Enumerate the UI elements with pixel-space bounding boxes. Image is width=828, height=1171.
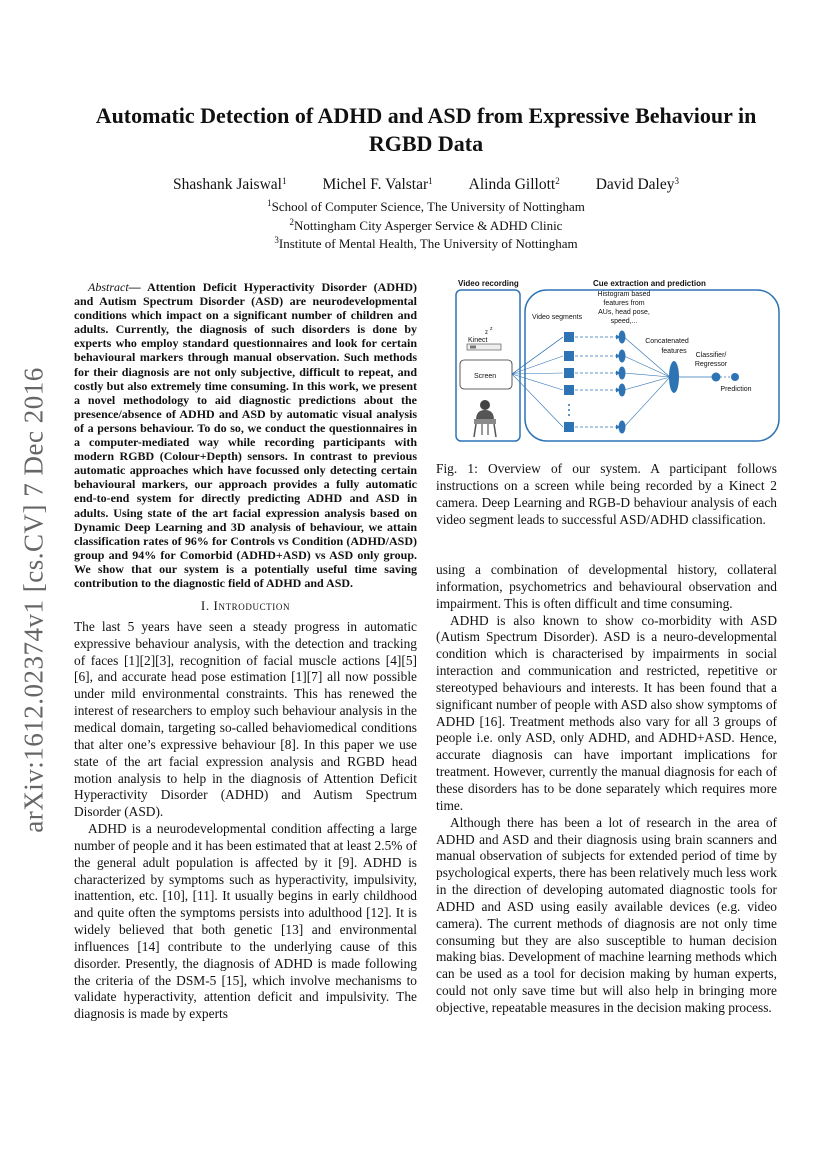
figure-caption: Fig. 1: Overview of our system. A participant follows instructions on a screen while being recorded by a Kinect 2 camera. Deep Learning and RGB-D behaviour analysis of each video segment leads to successful ASD/ADHD classification. [436, 461, 777, 527]
classifier-label: Regressor [694, 361, 728, 368]
screen-label: Screen [474, 373, 497, 380]
prediction-node [731, 373, 739, 381]
feature-ellipse [619, 421, 626, 434]
paragraph: Although there has been a lot of research in the area of ADHD and ASD and their diagnosis using brain scanners and manual observation of subjects for extended period of time by psychological experts, there has been relatively much less work in the direction of developing automated diagnostic tools for ADHD and ASD using easily available devices (e.g. video camera). The current methods of diagnosis are not only time consuming but they are also susceptible to human decision making bias. Development of machine learning methods which can be used as a tool for decision making by human experts, could not only save time but will also help in bringing more objective, repeatable measures in the decision making process. [436, 814, 777, 1015]
segment-square [564, 351, 574, 361]
author: Shashank Jaiswal$^1$ [173, 176, 287, 193]
affiliation: $^2$Nottingham City Asperger Service & ADHD Clinic [289, 216, 563, 233]
segment-square [564, 385, 574, 395]
author: Michel F. Valstar$^1$ [322, 176, 433, 193]
classifier-label: Classifier/ [695, 352, 727, 359]
segment-square [564, 422, 574, 432]
prediction-panel [525, 290, 779, 441]
feature-ellipse [619, 331, 626, 344]
arxiv-identifier [14, 360, 54, 840]
abstract-text: — Attention Deficit Hyperactivity Disorder (ADHD) and Autism Spectrum Disorder (ASD) are neurodevelopmental conditions which impact on a significant number of children and adults. Currently, the diagnosis of such disorders is done by experts who employ standard questionnaires and look for certain behavioural markers through manual observation. Such methods for their diagnosis are not only subjective, difficult to repeat, and costly but also extremely time consuming. In this work, we present a novel methodology to aid diagnostic predictions about the presence/absence of ADHD and ASD by automatic visual analysis of a persons behaviour. To do so, we conduct the questionnaires in a computer-mediated way while recording participants with modern RGBD (Colour+Depth) sensors. In contrast to previous automatic approaches which have focussed only detecting certain behavioural markers, our approach provides a fully automatic end-to-end system for directly predicting ADHD and ASD in adults. Using state of the art facial expression analysis based on Dynamic Deep Learning and 3D analysis of behaviour, we attain classification rates of 96% for Controls vs Condition (ADHD/ASD) group and 94% for Comorbid (ADHD+ASD) vs ASD only group. We show that our system is a potentially useful time saving contribution to the diagnostic field of ADHD and ASD. [74, 280, 417, 590]
concatenated-label: features [661, 348, 687, 355]
panel-left-title: Video recording [458, 279, 519, 288]
ellipsis-dot [568, 414, 570, 416]
histogram-label: AUs, head pose, [598, 309, 650, 316]
histogram-label: Histogram based [597, 291, 651, 298]
abstract [74, 280, 417, 590]
paper-title: Automatic Detection of ADHD and ASD from Expressive Behaviour in RGBD Data [95, 103, 757, 156]
concatenated-label: Concatenated [645, 338, 689, 345]
abstract-label: Abstract [88, 280, 129, 294]
ellipsis-dot [568, 404, 570, 406]
segment-square [564, 368, 574, 378]
paragraph: ADHD is a neurodevelopmental condition affecting a large number of people and it has been estimated that at least 2.5% of the general adult population is affected by it [9]. ADHD is characterized by symptoms such as hyperactivity, impulsivity, inattention, etc. [10], [11]. It usually begins in early childhood and quite often the symptoms persists into adulthood [12]. It is widely believed that both genetic [13] and environmental influences [14] contribute to the underlying cause of this disorder. Presently, the diagnosis of ADHD is made following the criteria of the DSM-5 [15], which involve mechanisms to validate hyperactivity, attention deficit and impulsivity. The diagnosis is made by experts [74, 821, 417, 1022]
section-heading: I. Introduction [200, 598, 291, 614]
participant-icon [474, 400, 496, 437]
feature-flow-lines [512, 335, 730, 430]
feature-ellipse [619, 350, 626, 363]
author: David Daley$^3$ [595, 176, 679, 193]
affiliation-list [70, 198, 782, 254]
paragraph: ADHD is also known to show co-morbidity with ASD (Autism Spectrum Disorder). ASD is a neuro-developmental condition which is characterised by impairments in social interaction and communication and restricted, repetitive or stereotyped behaviours and interests. It has been found that a significant number of people with ASD also show symptoms of ADHD [16]. Treatment methods also vary for all 3 groups of people i.e. only ASD, only ADHD, and ADHD+ASD. Hence, accurate diagnosis can have important implications for treatment. However, currently the manual diagnosis for each of these disorders has to be done separately which requires more time. [436, 612, 777, 813]
feature-ellipse [619, 384, 626, 397]
segment-square [564, 332, 574, 342]
flow-line [624, 377, 670, 427]
affiliation: $^3$Institute of Mental Health, The University of Nottingham [274, 235, 578, 251]
histogram-label: features from [603, 300, 645, 307]
author-list [70, 176, 782, 194]
figure-system-overview [452, 279, 782, 445]
paragraph: The last 5 years have seen a steady progress in automatic expressive behaviour analysis, with the detection and tracking of faces [1][2][3], recognition of facial muscle actions [4][5][6], and accurate head pose estimation [1][7] all now possible under mild environmental constraints. This has renewed the interest of researchers to employ such behaviour analysis in the medical domain, targeting so-called behaviomedical conditions that alter one’s expressive behaviour [8]. In this paper we use state of the art facial expression analysis and RGBD head motion analysis to help in the diagnosis of Attention Deficit Hyperactivity Disorder (ADHD) and Autism Spectrum Disorder (ASD). [74, 618, 417, 820]
panel-right-title: Cue extraction and prediction [593, 279, 706, 288]
classifier-node [712, 373, 721, 382]
kinect-z-icon: z [485, 330, 488, 336]
right-column [436, 562, 777, 1017]
concatenated-ellipse [669, 361, 679, 393]
kinect-lens [470, 346, 476, 349]
kinect-z-icon: z [490, 326, 493, 332]
kinect-label: Kinect [468, 337, 488, 344]
prediction-label: Prediction [720, 386, 752, 393]
histogram-label: speed,... [610, 318, 638, 325]
affiliation: $^1$School of Computer Science, The University of Nottingham [267, 198, 585, 214]
paragraph: using a combination of developmental history, collateral information, psychometrics and behavioural observation and impairment. This is often difficult and time consuming. [436, 562, 777, 611]
arxiv-id-text: arXiv:1612.02374v1 [cs.CV] 7 Dec 2016 [18, 367, 49, 833]
system-diagram [452, 279, 782, 445]
feature-ellipse [619, 367, 626, 380]
author: Alinda Gillott$^2$ [468, 176, 560, 193]
left-column [74, 280, 417, 1023]
ellipsis-dot [568, 409, 570, 411]
flow-line [624, 377, 670, 390]
video-segments-label: Video segments [532, 314, 583, 321]
